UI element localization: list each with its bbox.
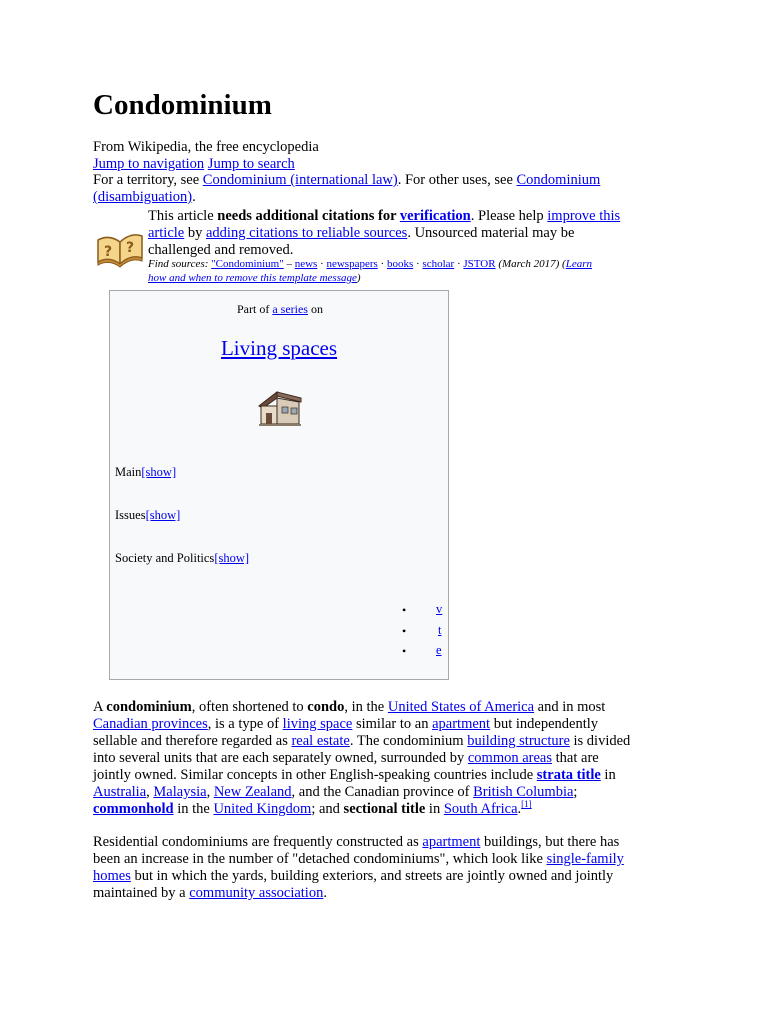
living-spaces-link[interactable]: Living spaces	[220, 336, 338, 360]
adding-citations-link[interactable]: adding citations to reliable sources	[205, 225, 408, 241]
canadian-provinces-link[interactable]: Canadian provinces	[93, 716, 208, 732]
ambox-message: This article needs additional citations for verification. Please help improve this article by adding citations to reliable sources. Unsourced material may be challenged and removed.	[148, 208, 621, 258]
sidebar-row-society: Society and Politics[show]	[115, 551, 250, 565]
apartment-link-2[interactable]: apartment	[422, 834, 481, 850]
improve-article-link[interactable]: improve this	[547, 208, 621, 224]
sidebar-heading	[110, 335, 448, 361]
book-question-icon	[95, 228, 145, 268]
single-family-link[interactable]: single-family	[546, 851, 624, 867]
show-society-toggle[interactable]: [show]	[214, 551, 250, 565]
new-zealand-link[interactable]: New Zealand	[213, 784, 292, 800]
paragraph-line: sellable and therefore regarded as real estate. The condominium building structure is divided	[93, 733, 631, 749]
series-link[interactable]: a series	[272, 302, 308, 316]
hatnote: For a territory, see Condominium (international law). For other uses, see Condominium (disambiguation).	[93, 172, 601, 205]
community-association-link[interactable]: community association	[189, 885, 324, 901]
jump-links	[93, 156, 295, 173]
paragraph-line: commonhold in the United Kingdom; and sectional title in South Africa.[1]	[93, 799, 532, 817]
building-structure-link[interactable]: building structure	[467, 733, 570, 749]
paragraph-line: A condominium, often shortened to condo, in the United States of America and in most	[93, 699, 606, 715]
usa-link[interactable]: United States of America	[387, 699, 535, 715]
show-issues-toggle[interactable]: [show]	[145, 508, 181, 522]
source-scholar-link[interactable]: scholar	[422, 258, 455, 270]
commonhold-link[interactable]: commonhold	[93, 801, 174, 817]
south-africa-link[interactable]: South Africa	[443, 801, 518, 817]
hatnote-link-international-law[interactable]: Condominium (international law)	[202, 172, 398, 188]
jump-to-navigation-link[interactable]: Jump to navigation	[93, 156, 205, 172]
residential-paragraph	[93, 834, 673, 902]
tagline: From Wikipedia, the free encyclopedia	[93, 139, 319, 155]
paragraph-line: Residential condominiums are frequently constructed as apartment buildings, but there has	[93, 834, 620, 850]
page-title: Condominium	[93, 89, 272, 121]
jump-to-search-link[interactable]: Jump to search	[207, 156, 295, 172]
paragraph-line: into several units that are each separately owned, surrounded by common areas that are	[93, 750, 599, 766]
homes-link[interactable]: homes	[93, 868, 131, 884]
paragraph-line: Australia, Malaysia, New Zealand, and the Canadian province of British Columbia;	[93, 784, 578, 800]
learn-remove-template-link[interactable]: Learn how and when to remove this template message	[148, 258, 593, 284]
paragraph-line: maintained by a community association.	[93, 885, 327, 901]
real-estate-link[interactable]: real estate	[291, 733, 350, 749]
australia-link[interactable]: Australia	[93, 784, 147, 800]
sidebar-row-issues: Issues[show]	[115, 508, 181, 522]
paragraph-line: Canadian provinces, is a type of living space similar to an apartment but independently	[93, 716, 598, 732]
verification-link[interactable]: verification	[399, 208, 471, 224]
living-spaces-sidebar	[109, 290, 449, 680]
view-template-link[interactable]: v	[436, 602, 443, 616]
hatnote-link-disambiguation[interactable]: Condominium (disambiguation)	[93, 172, 601, 205]
united-kingdom-link[interactable]: United Kingdom	[213, 801, 312, 817]
talk-template-link[interactable]: t	[438, 623, 442, 637]
improve-article-link-2[interactable]: article	[148, 225, 185, 241]
sidebar-row-main: Main[show]	[115, 465, 177, 479]
house-icon	[255, 388, 305, 428]
living-space-link[interactable]: living space	[282, 716, 353, 732]
svg-text:?: ?	[126, 240, 135, 256]
apartment-link[interactable]: apartment	[432, 716, 491, 732]
source-jstor-link[interactable]: JSTOR	[463, 258, 496, 270]
source-newspapers-link[interactable]: newspapers	[326, 258, 378, 270]
common-areas-link[interactable]: common areas	[467, 750, 553, 766]
show-main-toggle[interactable]: [show]	[141, 465, 177, 479]
source-news-link[interactable]: news	[294, 258, 318, 270]
find-sources: Find sources: "Condominium" – news · newspapers · books · scholar · JSTOR (March 2017) (Learn how and when to remove this template message)	[148, 258, 593, 284]
reference-1-link[interactable]: [1]	[521, 799, 532, 810]
intro-paragraph	[93, 699, 673, 818]
malaysia-link[interactable]: Malaysia	[153, 784, 207, 800]
find-sources-query-link[interactable]: "Condominium"	[211, 258, 284, 270]
paragraph-line: been an increase in the number of "detached condominiums", which look like single-family	[93, 851, 624, 867]
strata-title-link[interactable]: strata title	[536, 767, 601, 783]
paragraph-line: jointly owned. Similar concepts in other English-speaking countries include strata title in	[93, 767, 616, 783]
edit-template-link[interactable]: e	[436, 643, 442, 657]
vte-bullet: •	[402, 624, 407, 638]
vte-bullet: •	[402, 603, 407, 617]
paragraph-line: homes but in which the yards, building exteriors, and streets are jointly owned and jointly	[93, 868, 614, 884]
svg-text:?: ?	[104, 244, 113, 260]
british-columbia-link[interactable]: British Columbia	[473, 784, 574, 800]
sidebar-above: Part of a series on	[237, 302, 323, 316]
vte-bullet: •	[402, 644, 407, 658]
source-books-link[interactable]: books	[386, 258, 414, 270]
